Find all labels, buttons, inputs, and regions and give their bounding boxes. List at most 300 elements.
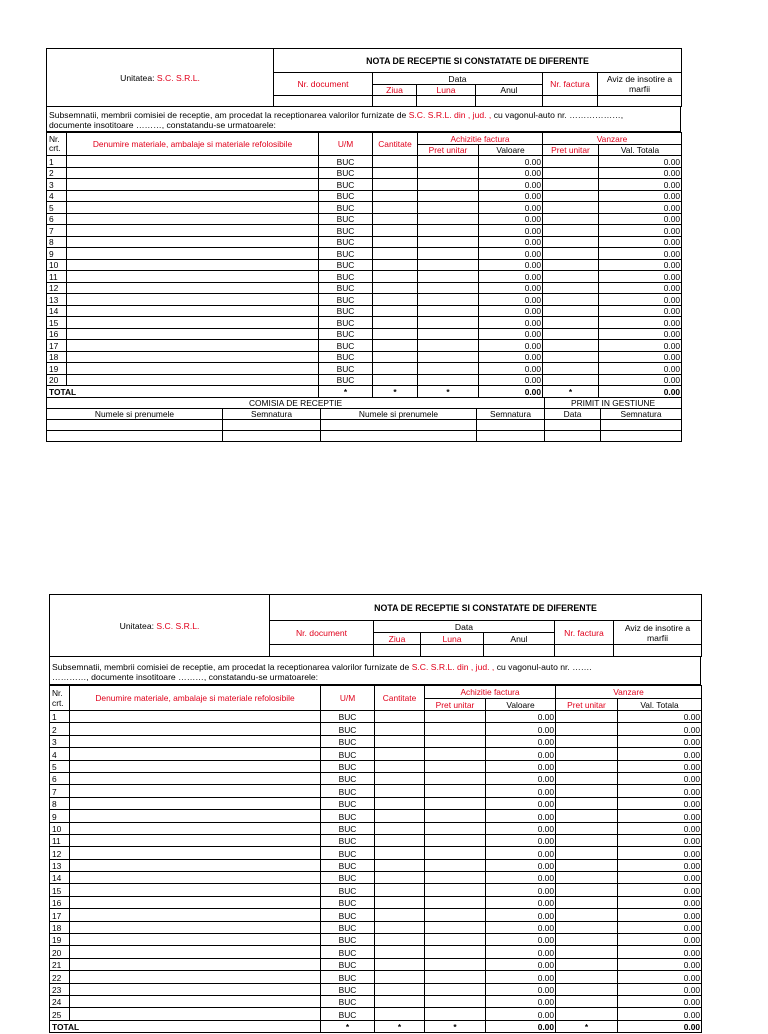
pret-unitar-field[interactable] bbox=[418, 213, 479, 225]
total-um: * bbox=[319, 386, 373, 398]
pret-unitar-vanzare-field[interactable] bbox=[556, 921, 618, 933]
pret-unitar-vanzare-field[interactable] bbox=[556, 735, 618, 747]
pret-unitar-field[interactable] bbox=[418, 305, 479, 317]
val-totala-value: 0.00 bbox=[618, 785, 702, 797]
denumire-field[interactable] bbox=[67, 294, 319, 306]
pret-unitar-field[interactable] bbox=[425, 834, 486, 846]
denumire-field[interactable] bbox=[67, 213, 319, 225]
cantitate-field[interactable] bbox=[373, 374, 418, 386]
pret-unitar-field[interactable] bbox=[425, 872, 486, 884]
val-totala-value: 0.00 bbox=[618, 735, 702, 747]
cantitate-field[interactable] bbox=[373, 213, 418, 225]
denumire-field[interactable] bbox=[67, 259, 319, 271]
cantitate-field[interactable] bbox=[375, 958, 425, 970]
cantitate-field[interactable] bbox=[375, 884, 425, 896]
nr-document-label: Nr. document bbox=[274, 73, 373, 96]
table-row bbox=[47, 236, 682, 248]
row-number: 6 bbox=[47, 213, 67, 225]
pret-unitar-vanzare-field[interactable] bbox=[556, 995, 618, 1007]
cantitate-field[interactable] bbox=[375, 711, 425, 723]
denumire-field[interactable] bbox=[70, 723, 321, 735]
denumire-field[interactable] bbox=[67, 190, 319, 202]
valoare-value: 0.00 bbox=[479, 248, 543, 260]
cantitate-field[interactable] bbox=[375, 934, 425, 946]
table-row bbox=[50, 995, 702, 1007]
cantitate-field[interactable] bbox=[373, 202, 418, 214]
denumire-field[interactable] bbox=[67, 179, 319, 191]
cantitate-field[interactable] bbox=[373, 305, 418, 317]
pret-unitar-vanzare-field[interactable] bbox=[543, 363, 599, 375]
denumire-field[interactable] bbox=[67, 351, 319, 363]
denumire-field[interactable] bbox=[70, 797, 321, 809]
cantitate-field[interactable] bbox=[373, 282, 418, 294]
pret-unitar-field[interactable] bbox=[425, 983, 486, 995]
um-value: BUC bbox=[319, 156, 373, 168]
val-totala-value: 0.00 bbox=[618, 896, 702, 908]
um-value: BUC bbox=[321, 797, 375, 809]
val-totala-value: 0.00 bbox=[618, 847, 702, 859]
table-row bbox=[47, 294, 682, 306]
val-totala-value: 0.00 bbox=[618, 995, 702, 1007]
cantitate-field[interactable] bbox=[375, 983, 425, 995]
nr-document-label: Nr. document bbox=[270, 621, 374, 645]
pret-unitar-field[interactable] bbox=[425, 1008, 486, 1020]
aviz-field[interactable] bbox=[598, 96, 682, 107]
table-row bbox=[47, 271, 682, 283]
col-um: U/M bbox=[321, 686, 375, 711]
cantitate-field[interactable] bbox=[373, 271, 418, 283]
denumire-field[interactable] bbox=[70, 859, 321, 871]
cantitate-field[interactable] bbox=[375, 946, 425, 958]
denumire-field[interactable] bbox=[70, 711, 321, 723]
signature-field[interactable] bbox=[545, 419, 601, 430]
pret-unitar-field[interactable] bbox=[425, 748, 486, 760]
denumire-field[interactable] bbox=[70, 810, 321, 822]
val-totala-value: 0.00 bbox=[599, 156, 682, 168]
pret-unitar-field[interactable] bbox=[425, 921, 486, 933]
cantitate-field[interactable] bbox=[375, 772, 425, 784]
pret-unitar-field[interactable] bbox=[425, 797, 486, 809]
signature-field[interactable] bbox=[477, 419, 545, 430]
cantitate-field[interactable] bbox=[375, 872, 425, 884]
denumire-field[interactable] bbox=[70, 983, 321, 995]
signature-field[interactable] bbox=[223, 430, 321, 441]
pret-unitar-field[interactable] bbox=[425, 896, 486, 908]
pret-unitar-field[interactable] bbox=[425, 958, 486, 970]
signature-field[interactable] bbox=[321, 419, 477, 430]
signature-field[interactable] bbox=[477, 430, 545, 441]
pret-unitar-field[interactable] bbox=[418, 374, 479, 386]
row-number: 4 bbox=[50, 748, 70, 760]
um-value: BUC bbox=[319, 248, 373, 260]
denumire-field[interactable] bbox=[70, 822, 321, 834]
valoare-value: 0.00 bbox=[486, 896, 556, 908]
cantitate-field[interactable] bbox=[373, 259, 418, 271]
pret-unitar-field[interactable] bbox=[418, 317, 479, 329]
pret-unitar-field[interactable] bbox=[418, 351, 479, 363]
cantitate-field[interactable] bbox=[375, 1008, 425, 1020]
pret-unitar-vanzare-field[interactable] bbox=[556, 971, 618, 983]
total-cantitate: * bbox=[373, 386, 418, 398]
cantitate-field[interactable] bbox=[373, 363, 418, 375]
pret-unitar-vanzare-field[interactable] bbox=[543, 225, 599, 237]
denumire-field[interactable] bbox=[70, 921, 321, 933]
cantitate-field[interactable] bbox=[375, 971, 425, 983]
luna-field[interactable] bbox=[421, 645, 484, 657]
row-number: 1 bbox=[50, 711, 70, 723]
cantitate-field[interactable] bbox=[373, 236, 418, 248]
pret-unitar-field[interactable] bbox=[425, 971, 486, 983]
valoare-value: 0.00 bbox=[479, 190, 543, 202]
denumire-field[interactable] bbox=[70, 785, 321, 797]
col-valoare: Valoare bbox=[486, 699, 556, 711]
pret-unitar-field[interactable] bbox=[418, 167, 479, 179]
um-value: BUC bbox=[321, 847, 375, 859]
cantitate-field[interactable] bbox=[373, 328, 418, 340]
pret-unitar-field[interactable] bbox=[418, 202, 479, 214]
signature-field[interactable] bbox=[47, 419, 223, 430]
pret-unitar-field[interactable] bbox=[418, 179, 479, 191]
valoare-value: 0.00 bbox=[479, 363, 543, 375]
val-totala-value: 0.00 bbox=[618, 834, 702, 846]
signature-field[interactable] bbox=[47, 430, 223, 441]
intro-prefix: Subsemnatii, membrii comisiei de receptie, am procedat la receptionarea valorilor furnizate de bbox=[49, 110, 409, 120]
table-row bbox=[50, 810, 702, 822]
denumire-field[interactable] bbox=[67, 305, 319, 317]
pret-unitar-vanzare-field[interactable] bbox=[556, 934, 618, 946]
cantitate-field[interactable] bbox=[373, 225, 418, 237]
pret-unitar-field[interactable] bbox=[418, 340, 479, 352]
pret-unitar-field[interactable] bbox=[425, 995, 486, 1007]
denumire-field[interactable] bbox=[70, 735, 321, 747]
pret-unitar-vanzare-field[interactable] bbox=[556, 711, 618, 723]
pret-unitar-vanzare-field[interactable] bbox=[543, 351, 599, 363]
pret-unitar-field[interactable] bbox=[425, 822, 486, 834]
denumire-field[interactable] bbox=[70, 884, 321, 896]
cantitate-field[interactable] bbox=[375, 735, 425, 747]
pret-unitar-vanzare-field[interactable] bbox=[543, 305, 599, 317]
denumire-field[interactable] bbox=[67, 202, 319, 214]
pret-unitar-vanzare-field[interactable] bbox=[556, 810, 618, 822]
pret-unitar-vanzare-field[interactable] bbox=[556, 797, 618, 809]
pret-unitar-field[interactable] bbox=[425, 723, 486, 735]
cantitate-field[interactable] bbox=[373, 351, 418, 363]
pret-unitar-vanzare-field[interactable] bbox=[556, 760, 618, 772]
valoare-value: 0.00 bbox=[479, 213, 543, 225]
col-pret-unitar: Pret unitar bbox=[425, 699, 486, 711]
denumire-field[interactable] bbox=[67, 156, 319, 168]
table-row bbox=[50, 1008, 702, 1020]
pret-unitar-field[interactable] bbox=[418, 225, 479, 237]
val-totala-value: 0.00 bbox=[599, 236, 682, 248]
denumire-field[interactable] bbox=[70, 872, 321, 884]
table-row bbox=[50, 847, 702, 859]
val-totala-value: 0.00 bbox=[618, 872, 702, 884]
signature-field[interactable] bbox=[545, 430, 601, 441]
denumire-field[interactable] bbox=[70, 772, 321, 784]
cantitate-field[interactable] bbox=[373, 317, 418, 329]
cantitate-field[interactable] bbox=[373, 340, 418, 352]
row-number: 23 bbox=[50, 983, 70, 995]
cantitate-field[interactable] bbox=[375, 785, 425, 797]
pret-unitar-vanzare-field[interactable] bbox=[543, 248, 599, 260]
pret-unitar-field[interactable] bbox=[418, 294, 479, 306]
val-totala-value: 0.00 bbox=[618, 921, 702, 933]
row-number: 10 bbox=[47, 259, 67, 271]
luna-label: Luna bbox=[421, 633, 484, 645]
denumire-field[interactable] bbox=[70, 847, 321, 859]
pret-unitar-vanzare-field[interactable] bbox=[543, 167, 599, 179]
pret-unitar-vanzare-field[interactable] bbox=[543, 340, 599, 352]
pret-unitar-field[interactable] bbox=[418, 259, 479, 271]
row-number: 10 bbox=[50, 822, 70, 834]
col-pret-unitar-vanzare: Pret unitar bbox=[556, 699, 618, 711]
table-row bbox=[47, 190, 682, 202]
table-row bbox=[47, 167, 682, 179]
pret-unitar-vanzare-field[interactable] bbox=[556, 723, 618, 735]
pret-unitar-field[interactable] bbox=[425, 909, 486, 921]
row-number: 22 bbox=[50, 971, 70, 983]
pret-unitar-vanzare-field[interactable] bbox=[543, 236, 599, 248]
pret-unitar-vanzare-field[interactable] bbox=[556, 958, 618, 970]
denumire-field[interactable] bbox=[67, 340, 319, 352]
val-totala-value: 0.00 bbox=[599, 202, 682, 214]
data-label: Data bbox=[545, 408, 601, 419]
cantitate-field[interactable] bbox=[375, 896, 425, 908]
pret-unitar-vanzare-field[interactable] bbox=[556, 859, 618, 871]
signature-field[interactable] bbox=[601, 430, 682, 441]
col-vanzare: Vanzare bbox=[543, 133, 682, 145]
denumire-field[interactable] bbox=[70, 760, 321, 772]
pret-unitar-field[interactable] bbox=[425, 785, 486, 797]
cantitate-field[interactable] bbox=[375, 723, 425, 735]
valoare-value: 0.00 bbox=[479, 294, 543, 306]
pret-unitar-field[interactable] bbox=[418, 190, 479, 202]
signature-field[interactable] bbox=[601, 419, 682, 430]
intro-supplier: S.C. S.R.L. din , jud. , bbox=[411, 662, 495, 672]
cantitate-field[interactable] bbox=[375, 834, 425, 846]
valoare-value: 0.00 bbox=[486, 810, 556, 822]
pret-unitar-vanzare-field[interactable] bbox=[556, 872, 618, 884]
cantitate-field[interactable] bbox=[373, 167, 418, 179]
pret-unitar-vanzare-field[interactable] bbox=[556, 946, 618, 958]
denumire-field[interactable] bbox=[70, 896, 321, 908]
denumire-field[interactable] bbox=[70, 909, 321, 921]
cantitate-field[interactable] bbox=[375, 810, 425, 822]
valoare-value: 0.00 bbox=[479, 282, 543, 294]
pret-unitar-vanzare-field[interactable] bbox=[556, 748, 618, 760]
um-value: BUC bbox=[321, 772, 375, 784]
pret-unitar-vanzare-field[interactable] bbox=[543, 156, 599, 168]
pret-unitar-field[interactable] bbox=[425, 760, 486, 772]
cantitate-field[interactable] bbox=[375, 748, 425, 760]
pret-unitar-field[interactable] bbox=[418, 282, 479, 294]
row-number: 13 bbox=[50, 859, 70, 871]
denumire-field[interactable] bbox=[67, 328, 319, 340]
pret-unitar-field[interactable] bbox=[418, 328, 479, 340]
pret-unitar-vanzare-field[interactable] bbox=[543, 282, 599, 294]
denumire-field[interactable] bbox=[70, 834, 321, 846]
val-totala-value: 0.00 bbox=[599, 225, 682, 237]
denumire-field[interactable] bbox=[70, 971, 321, 983]
pret-unitar-field[interactable] bbox=[425, 711, 486, 723]
intro-text bbox=[49, 656, 701, 685]
cantitate-field[interactable] bbox=[375, 797, 425, 809]
cantitate-field[interactable] bbox=[375, 822, 425, 834]
denumire-field[interactable] bbox=[67, 282, 319, 294]
pret-unitar-vanzare-field[interactable] bbox=[543, 213, 599, 225]
denumire-field[interactable] bbox=[67, 374, 319, 386]
pret-unitar-vanzare-field[interactable] bbox=[556, 785, 618, 797]
pret-unitar-vanzare-field[interactable] bbox=[556, 772, 618, 784]
denumire-field[interactable] bbox=[67, 317, 319, 329]
row-number: 3 bbox=[47, 179, 67, 191]
denumire-field[interactable] bbox=[70, 1008, 321, 1020]
denumire-field[interactable] bbox=[70, 748, 321, 760]
col-nr: Nr. crt. bbox=[47, 133, 67, 156]
total-row bbox=[47, 386, 682, 398]
pret-unitar-vanzare-field[interactable] bbox=[556, 896, 618, 908]
pret-unitar-vanzare-field[interactable] bbox=[556, 834, 618, 846]
table-row bbox=[50, 934, 702, 946]
val-totala-value: 0.00 bbox=[599, 179, 682, 191]
ziua-field[interactable] bbox=[374, 645, 421, 657]
pret-unitar-vanzare-field[interactable] bbox=[556, 1008, 618, 1020]
pret-unitar-vanzare-field[interactable] bbox=[556, 884, 618, 896]
cantitate-field[interactable] bbox=[375, 921, 425, 933]
cantitate-field[interactable] bbox=[375, 859, 425, 871]
denumire-field[interactable] bbox=[67, 248, 319, 260]
cantitate-field[interactable] bbox=[373, 179, 418, 191]
denumire-field[interactable] bbox=[67, 236, 319, 248]
pret-unitar-vanzare-field[interactable] bbox=[543, 374, 599, 386]
pret-unitar-vanzare-field[interactable] bbox=[556, 983, 618, 995]
pret-unitar-field[interactable] bbox=[425, 946, 486, 958]
pret-unitar-vanzare-field[interactable] bbox=[543, 202, 599, 214]
nr-document-field[interactable] bbox=[274, 96, 373, 107]
valoare-value: 0.00 bbox=[486, 995, 556, 1007]
pret-unitar-field[interactable] bbox=[425, 810, 486, 822]
val-totala-value: 0.00 bbox=[618, 772, 702, 784]
valoare-value: 0.00 bbox=[486, 847, 556, 859]
nr-factura-label: Nr. factura bbox=[543, 73, 598, 96]
row-number: 12 bbox=[50, 847, 70, 859]
um-value: BUC bbox=[321, 711, 375, 723]
table-row bbox=[47, 305, 682, 317]
primit-label: PRIMIT IN GESTIUNE bbox=[545, 397, 682, 408]
cantitate-field[interactable] bbox=[375, 995, 425, 1007]
table-row bbox=[50, 797, 702, 809]
pret-unitar-field[interactable] bbox=[425, 934, 486, 946]
cantitate-field[interactable] bbox=[375, 909, 425, 921]
cantitate-field[interactable] bbox=[375, 847, 425, 859]
pret-unitar-field[interactable] bbox=[418, 363, 479, 375]
signature-field[interactable] bbox=[223, 419, 321, 430]
pret-unitar-field[interactable] bbox=[418, 271, 479, 283]
pret-unitar-vanzare-field[interactable] bbox=[543, 190, 599, 202]
denumire-field[interactable] bbox=[67, 225, 319, 237]
valoare-value: 0.00 bbox=[486, 946, 556, 958]
um-value: BUC bbox=[321, 810, 375, 822]
items-table bbox=[49, 685, 702, 1033]
aviz-label: Aviz de insotire a marfii bbox=[614, 621, 702, 645]
val-totala-value: 0.00 bbox=[618, 797, 702, 809]
denumire-field[interactable] bbox=[67, 167, 319, 179]
pret-unitar-vanzare-field[interactable] bbox=[543, 317, 599, 329]
nr-document-field[interactable] bbox=[270, 645, 374, 657]
pret-unitar-field[interactable] bbox=[425, 772, 486, 784]
val-totala-value: 0.00 bbox=[618, 723, 702, 735]
unit-cell bbox=[47, 49, 274, 107]
total-pret-unitar-vanzare: * bbox=[556, 1020, 618, 1032]
denumire-field[interactable] bbox=[67, 271, 319, 283]
pret-unitar-vanzare-field[interactable] bbox=[556, 909, 618, 921]
denumire-field[interactable] bbox=[67, 363, 319, 375]
pret-unitar-vanzare-field[interactable] bbox=[543, 259, 599, 271]
denumire-field[interactable] bbox=[70, 934, 321, 946]
pret-unitar-field[interactable] bbox=[418, 248, 479, 260]
denumire-field[interactable] bbox=[70, 958, 321, 970]
val-totala-value: 0.00 bbox=[599, 328, 682, 340]
pret-unitar-vanzare-field[interactable] bbox=[556, 822, 618, 834]
val-totala-value: 0.00 bbox=[618, 946, 702, 958]
pret-unitar-field[interactable] bbox=[425, 735, 486, 747]
row-number: 14 bbox=[47, 305, 67, 317]
um-value: BUC bbox=[321, 822, 375, 834]
nr-factura-field[interactable] bbox=[555, 645, 614, 657]
um-value: BUC bbox=[321, 995, 375, 1007]
pret-unitar-vanzare-field[interactable] bbox=[556, 847, 618, 859]
um-value: BUC bbox=[321, 921, 375, 933]
cantitate-field[interactable] bbox=[375, 760, 425, 772]
pret-unitar-field[interactable] bbox=[425, 884, 486, 896]
denumire-field[interactable] bbox=[70, 995, 321, 1007]
denumire-field[interactable] bbox=[70, 946, 321, 958]
val-totala-value: 0.00 bbox=[618, 983, 702, 995]
anul-field[interactable] bbox=[484, 645, 555, 657]
pret-unitar-vanzare-field[interactable] bbox=[543, 294, 599, 306]
col-val-totala: Val. Totala bbox=[599, 145, 682, 156]
um-value: BUC bbox=[321, 934, 375, 946]
pret-unitar-field[interactable] bbox=[418, 156, 479, 168]
row-number: 9 bbox=[50, 810, 70, 822]
pret-unitar-field[interactable] bbox=[425, 847, 486, 859]
ziua-field[interactable] bbox=[373, 96, 417, 107]
valoare-value: 0.00 bbox=[486, 909, 556, 921]
um-value: BUC bbox=[321, 971, 375, 983]
pret-unitar-field[interactable] bbox=[425, 859, 486, 871]
luna-field[interactable] bbox=[417, 96, 476, 107]
cantitate-field[interactable] bbox=[373, 294, 418, 306]
val-totala-value: 0.00 bbox=[618, 958, 702, 970]
table-row bbox=[47, 156, 682, 168]
cantitate-field[interactable] bbox=[373, 248, 418, 260]
signature-field[interactable] bbox=[321, 430, 477, 441]
cantitate-field[interactable] bbox=[373, 190, 418, 202]
um-value: BUC bbox=[319, 259, 373, 271]
nr-factura-field[interactable] bbox=[543, 96, 598, 107]
cantitate-field[interactable] bbox=[373, 156, 418, 168]
anul-field[interactable] bbox=[476, 96, 543, 107]
pret-unitar-vanzare-field[interactable] bbox=[543, 179, 599, 191]
valoare-value: 0.00 bbox=[486, 834, 556, 846]
table-row bbox=[50, 971, 702, 983]
pret-unitar-vanzare-field[interactable] bbox=[543, 271, 599, 283]
aviz-field[interactable] bbox=[614, 645, 702, 657]
valoare-value: 0.00 bbox=[486, 822, 556, 834]
pret-unitar-vanzare-field[interactable] bbox=[543, 328, 599, 340]
pret-unitar-field[interactable] bbox=[418, 236, 479, 248]
